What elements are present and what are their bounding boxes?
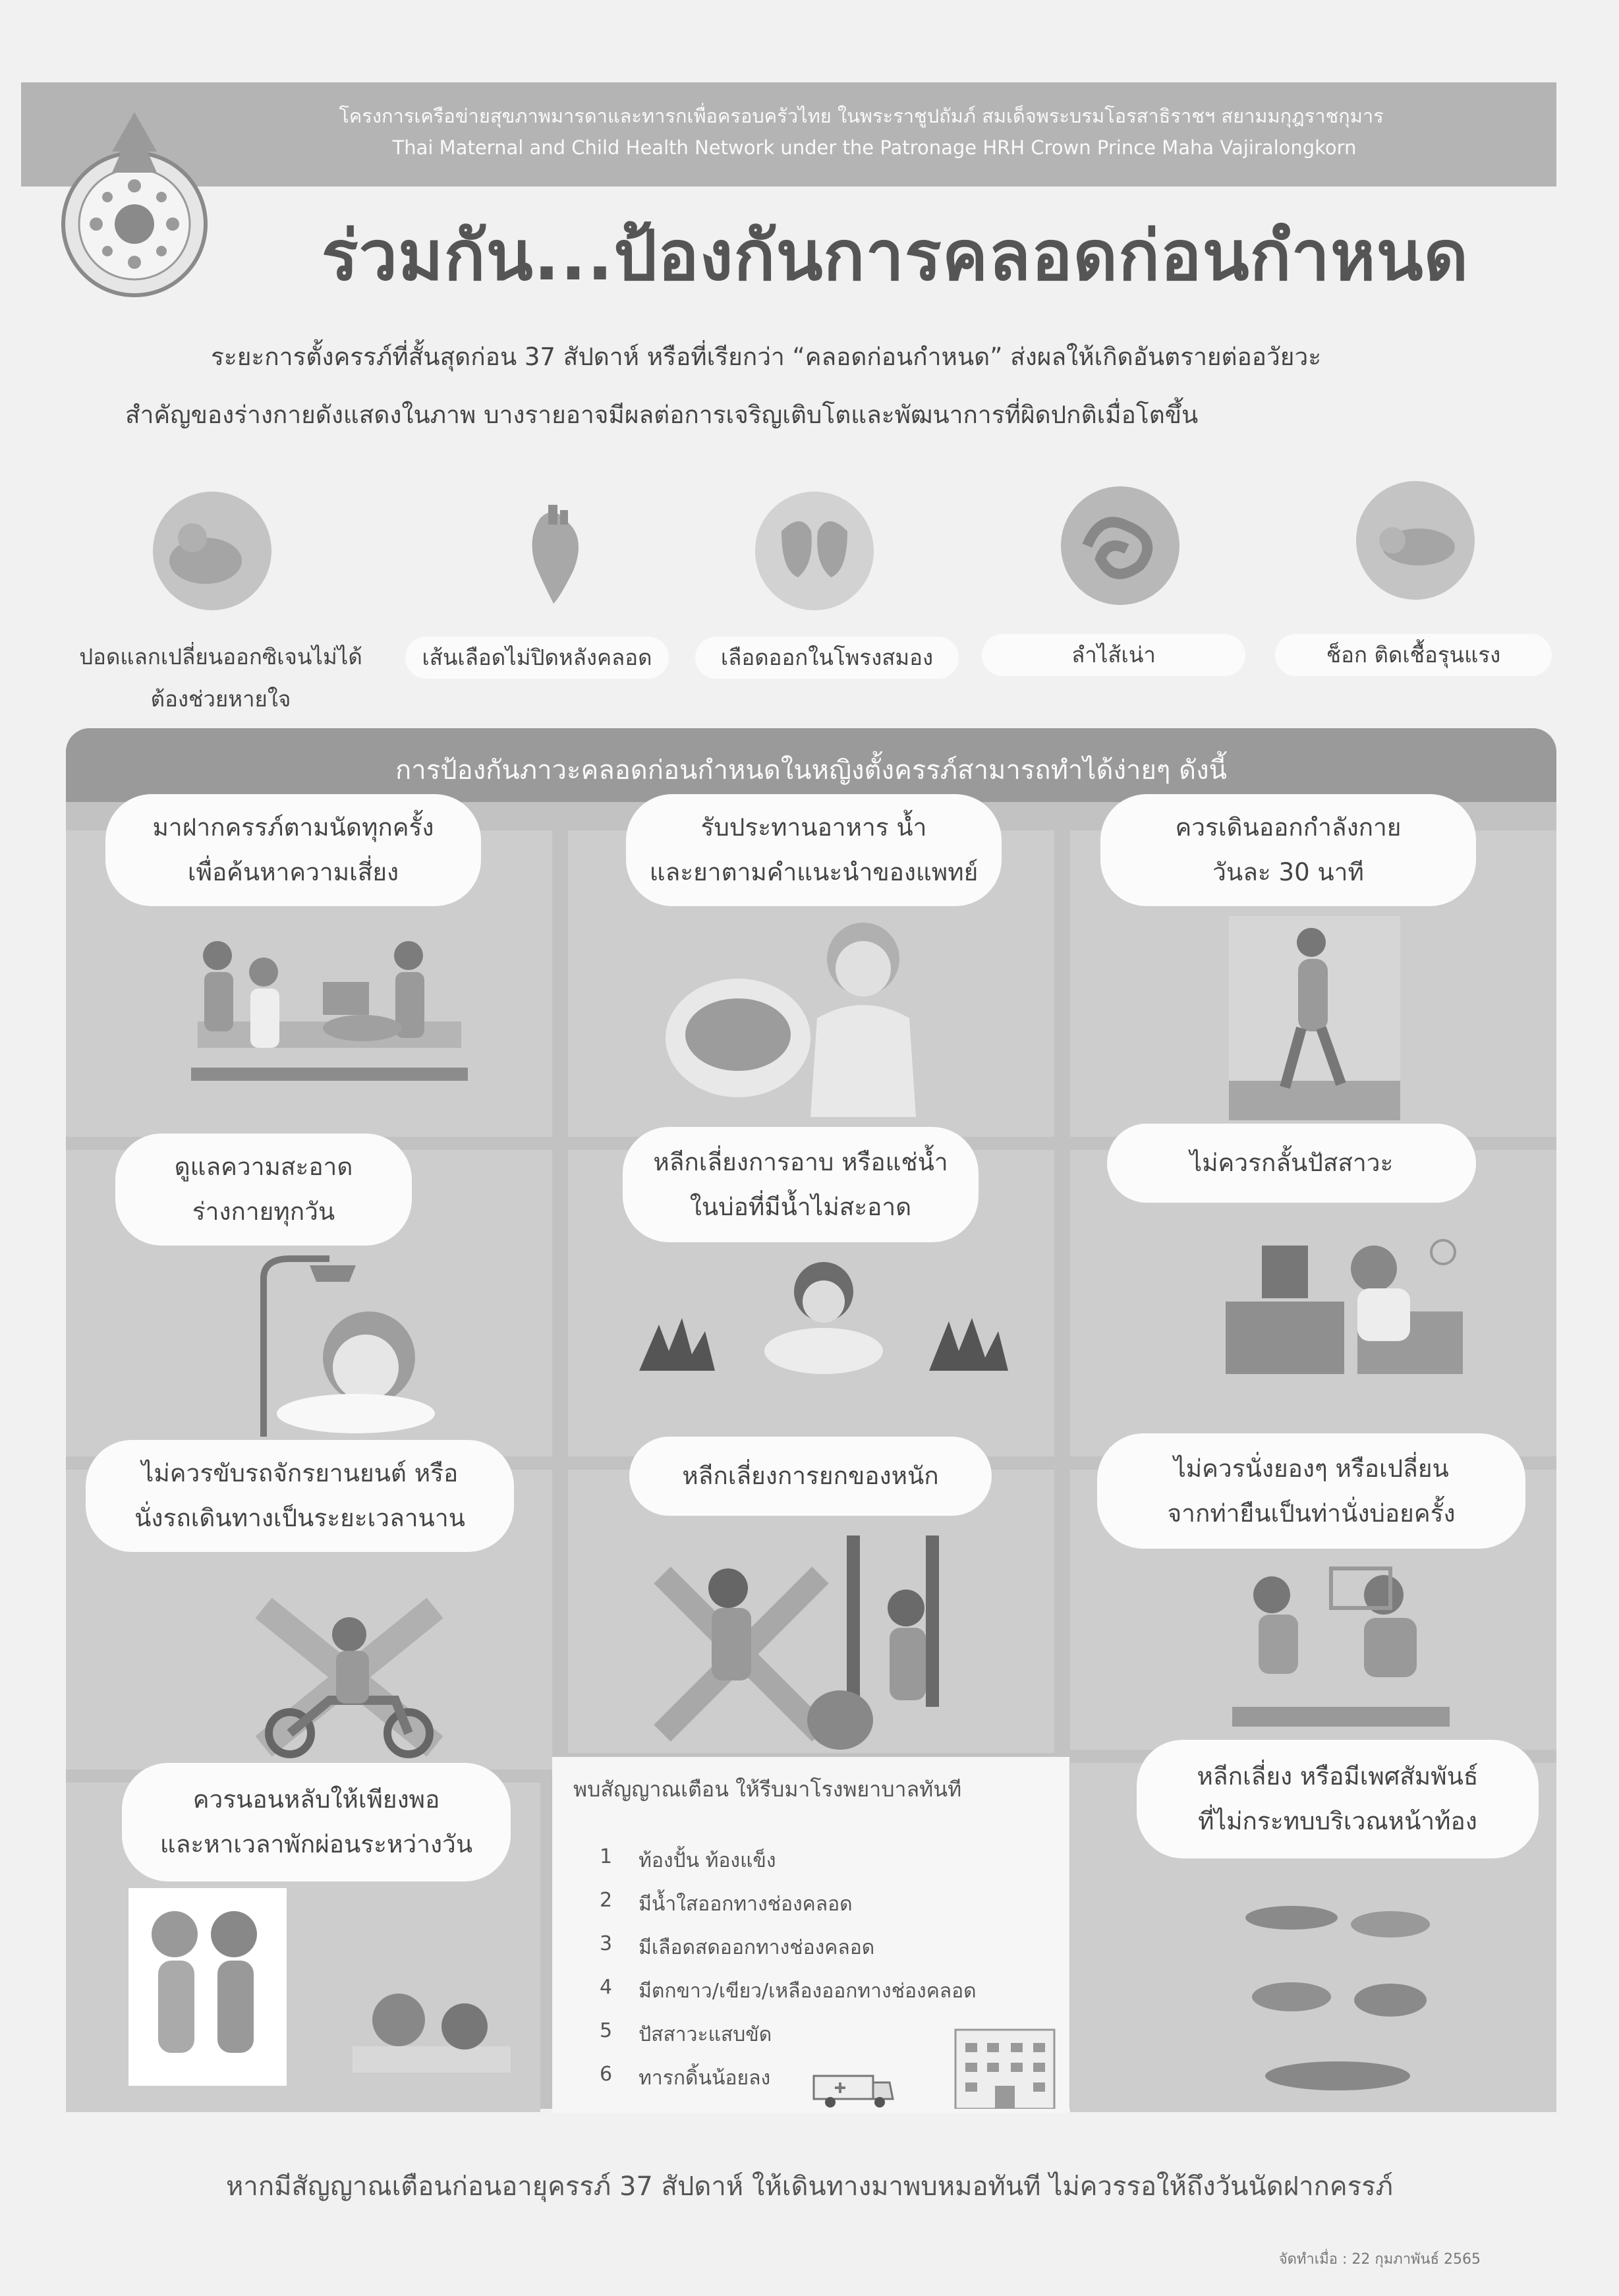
warning-item-number: 4 [600,1976,613,1999]
header-english-line: Thai Maternal and Child Health Network under the Patronage HRH Crown Prince Maha Vajiralongkorn [392,136,1357,159]
complication-label-shock: ช็อก ติดเชื้อรุนแรง [1275,634,1552,676]
warning-item [600,2019,995,2063]
tip-motorcycle-line2: นั่งรถเดินทางเป็นระยะเวลานาน [134,1504,465,1532]
complication-lung-line2: ต้องช่วยหายใจ [150,686,291,712]
intro-paragraph [125,328,1522,444]
hospital-icon [942,2017,1067,2109]
warning-item [600,2063,995,2106]
warning-item [600,1845,995,1889]
tip-squatting-line2: จากท่ายืนเป็นท่านั่งบ่อยครั้ง [1167,1499,1456,1528]
tip-exercise-line2: วันละ 30 นาที [1212,858,1364,886]
tip-intercourse-bubble [1137,1740,1539,1858]
tip-sleep-line2: และหาเวลาพักผ่อนระหว่างวัน [159,1830,473,1858]
warning-item [600,1976,995,2019]
warning-item-number: 1 [600,1845,613,1868]
warning-item-number: 2 [600,1889,613,1912]
shower-illustration [250,1252,448,1443]
page-title: ร่วมกัน...ป้องกันการคลอดก่อนกำหนด [321,215,1469,296]
header-thai-line: โครงการเครือข่ายสุขภาพมารดาและทารกเพื่อครอบครัวไทย ในพระราชูปถัมภ์ สมเด็จพระบรมโอรสาธิราชฯ สยามมกุฎราชกุมาร [339,105,1384,127]
warning-item [600,1889,995,1932]
ambulance-icon [810,2069,896,2109]
tip-intercourse-line2: ที่ไม่กระทบบริเวณหน้าท้อง [1198,1807,1477,1835]
warning-item-number: 6 [600,2063,613,2086]
footer-date: จัดทำเมื่อ : 22 กุมภาพันธ์ 2565 [1278,2251,1481,2268]
motorcycle-illustration [250,1595,448,1766]
exercise-illustration [1229,916,1400,1120]
newborn-image [1356,481,1475,600]
sleep-illustration [128,1888,511,2086]
tip-hygiene-line2: ร่างกายทุกวัน [192,1197,335,1226]
tip-hygiene-line1: ดูแลความสะอาด [174,1153,353,1181]
tip-bathing-line2: ในบ่อที่มีน้ำไม่สะอาด [689,1192,912,1221]
intercourse-illustration [1239,1885,1450,2102]
tip-nutrition-line1: รับประทานอาหาร น้ำ [700,813,927,842]
tip-intercourse-line1: หลีกเลี่ยง หรือมีเพศสัมพันธ์ [1197,1762,1479,1791]
warning-item-text: มีเลือดสดออกทางช่องคลอด [639,1936,875,1959]
urination-illustration [1226,1239,1476,1371]
lung-baby-image [153,492,271,610]
brain-image [755,492,874,610]
warning-list [600,1845,995,2106]
tip-motorcycle-bubble [86,1440,514,1552]
warning-item [600,1932,995,1976]
tip-bathing-line1: หลีกเลี่ยงการอาบ หรือแช่น้ำ [653,1147,948,1176]
tip-urination-line1: ไม่ควรกลั้นปัสสาวะ [1189,1149,1394,1177]
complication-lung-line1: ปอดแลกเปลี่ยนออกซิเจนไม่ได้ [79,644,362,670]
warning-title: พบสัญญาณเตือน ให้รีบมาโรงพยาบาลทันที [573,1777,962,1802]
intro-line-1: ระยะการตั้งครรภ์ที่สั้นสุดก่อน 37 สัปดาห์ หรือที่เรียกว่า “คลอดก่อนกำหนด” ส่งผลให้เกิดอันตรายต่ออวัยวะ [211,343,1322,371]
lifting-illustration [649,1535,1018,1753]
tip-antenatal-line1: มาฝากครรภ์ตามนัดทุกครั้ง [152,813,434,842]
complication-label-lung [66,636,376,720]
warning-item-text: ท้องปั้น ท้องแข็ง [639,1849,776,1872]
tip-antenatal-line2: เพื่อค้นหาความเสี่ยง [187,858,399,886]
complication-label-intestine: ลำไส้เน่า [982,634,1245,676]
tip-sleep-bubble [122,1763,511,1881]
intestine-image [1061,486,1179,605]
tip-lifting-line1: หลีกเลี่ยงการยกของหนัก [682,1462,939,1490]
tip-exercise-line1: ควรเดินออกกำลังกาย [1175,813,1402,842]
intro-line-2: สำคัญของร่างกายดังแสดงในภาพ บางรายอาจมีผลต่อการเจริญเติบโตและพัฒนาการที่ผิดปกติเมื่อโตขึ้น [125,401,1199,429]
tip-squatting-bubble [1097,1433,1525,1549]
squatting-illustration [1232,1555,1450,1733]
pond-illustration [633,1239,1015,1377]
warning-item-text: ทารกดิ้นน้อยลง [639,2067,771,2090]
tip-sleep-line1: ควรนอนหลับให้เพียงพอ [192,1785,440,1814]
tip-exercise-bubble [1100,794,1476,906]
prevention-title: การป้องกันภาวะคลอดก่อนกำหนดในหญิงตั้งครรภ์สามารถทำได้ง่ายๆ ดังนี้ [395,755,1227,786]
tip-motorcycle-line1: ไม่ควรขับรถจักรยานยนต์ หรือ [141,1459,459,1487]
complication-label-duct: เส้นเลือดไม่ปิดหลังคลอด [405,637,669,679]
antenatal-illustration [191,936,468,1107]
tip-hygiene-bubble [115,1134,412,1246]
tip-nutrition-bubble [626,794,1002,906]
tip-lifting-bubble [629,1437,992,1516]
warning-item-number: 3 [600,1932,613,1955]
tip-urination-bubble [1107,1124,1476,1203]
warning-item-text: ปัสสาวะแสบขัด [639,2023,772,2046]
header-band [21,82,1556,187]
heart-image [494,492,613,610]
tip-bathing-bubble [623,1127,979,1242]
warning-item-text: มีน้ำใสออกทางช่องคลอด [639,1893,853,1916]
nutrition-illustration [666,919,942,1117]
tip-nutrition-line2: และยาตามคำแนะนำของแพทย์ [649,858,979,886]
warning-item-text: มีตกขาว/เขียว/เหลืองออกทางช่องคลอด [639,1980,977,2003]
warning-item-number: 5 [600,2019,613,2042]
complication-label-brain: เลือดออกในโพรงสมอง [695,637,959,679]
footer-warning: หากมีสัญญาณเตือนก่อนอายุครรภ์ 37 สัปดาห์ ให้เดินทางมาพบหมอทันที ไม่ควรรอให้ถึงวันนัดฝากครรภ์ [226,2171,1393,2202]
tip-squatting-line1: ไม่ควรนั่งยองๆ หรือเปลี่ยน [1174,1454,1449,1483]
tip-antenatal-bubble [105,794,481,906]
